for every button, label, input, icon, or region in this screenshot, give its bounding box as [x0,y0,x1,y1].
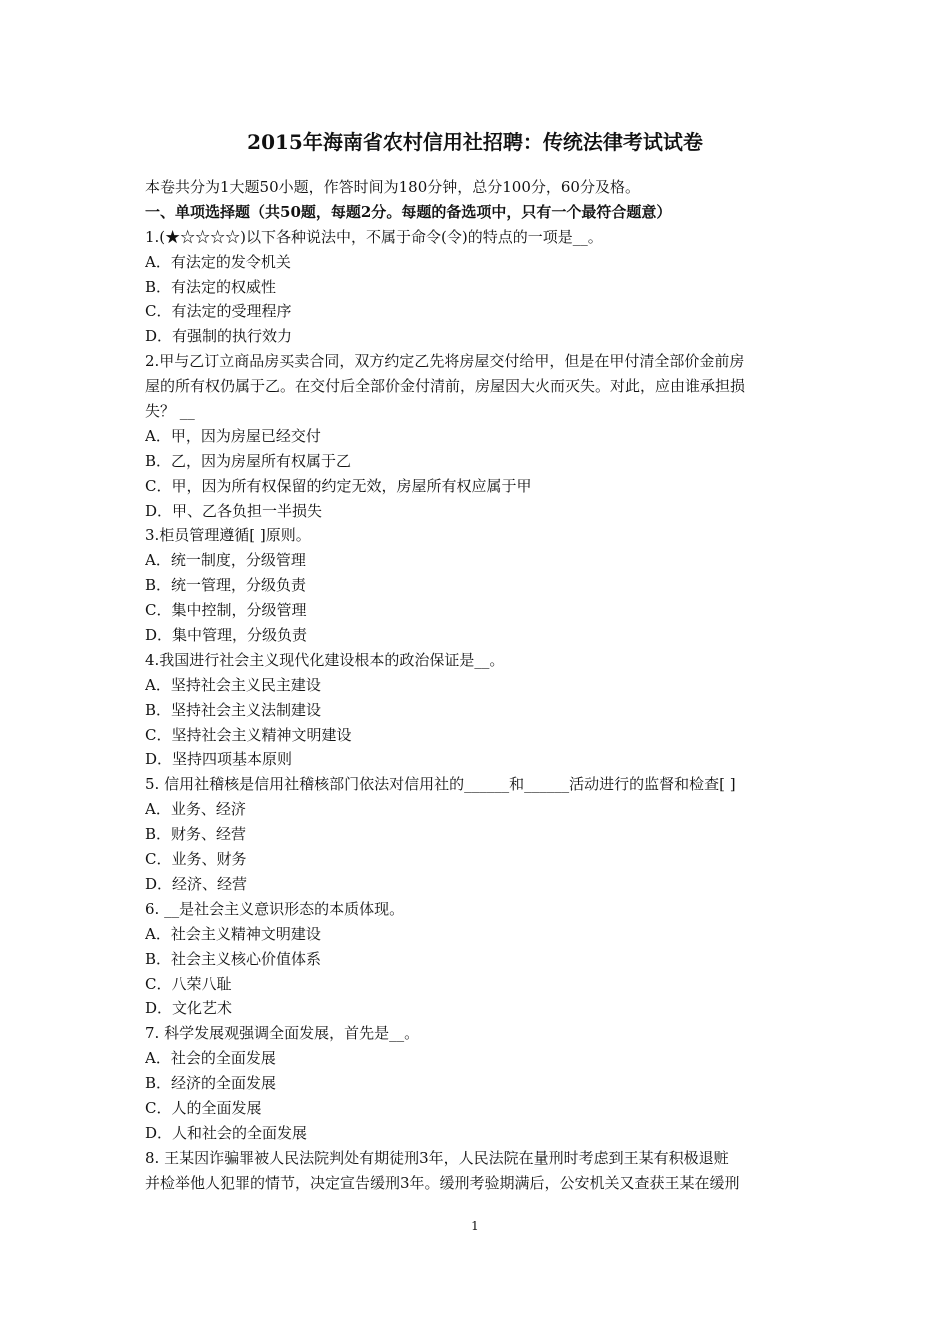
text-line: 6. __是社会主义意识形态的本质体现。 [145,899,405,918]
text-line: B．乙，因为房屋所有权属于乙 [145,451,352,470]
text-line: A．业务、经济 [145,800,246,819]
text-line: C．人的全面发展 [145,1098,262,1117]
text-line: C．有法定的受理程序 [145,302,292,321]
text-line: B．坚持社会主义法制建设 [145,700,322,719]
text-line: C．八荣八耻 [145,974,232,993]
document-body [145,175,813,1196]
document-title: 2015年海南省农村信用社招聘：传统法律考试试卷 [247,130,703,154]
text-line: D．人和社会的全面发展 [145,1123,308,1142]
text-line: D．有强制的执行效力 [145,327,293,346]
page-number: 1 [471,1219,479,1233]
text-line: D．甲、乙各负担一半损失 [145,501,323,520]
text-line: 3.柜员管理遵循[ ]原则。 [145,526,311,545]
text-line: A．社会主义精神文明建设 [145,924,321,943]
text-line: A．统一制度，分级管理 [145,551,306,570]
text-line: C．业务、财务 [145,850,247,869]
text-line: 失？ __ [145,402,195,421]
text-line: C．集中控制，分级管理 [145,601,307,620]
text-line: D．文化艺术 [145,999,233,1018]
text-line: A．社会的全面发展 [145,1049,276,1068]
text-line: B．社会主义核心价值体系 [145,949,322,968]
question-list [145,225,813,1196]
text-line: 屋的所有权仍属于乙。在交付后全部价金付清前，房屋因大火而灭失。对此，应由谁承担损 [145,377,746,396]
text-line: C．坚持社会主义精神文明建设 [145,725,352,744]
text-line: 1.(★☆☆☆☆)以下各种说法中，不属于命令(令)的特点的一项是__。 [145,227,603,246]
section-heading: 一、单项选择题（共50题，每题2分。每题的备选项中，只有一个最符合题意） [145,202,672,221]
text-line: A．甲，因为房屋已经交付 [145,426,321,445]
text-line: 7. 科学发展观强调全面发展，首先是__。 [145,1024,420,1043]
text-line: B．财务、经营 [145,825,247,844]
text-line: B．统一管理，分级负责 [145,576,307,595]
text-line: D．经济、经营 [145,874,248,893]
intro-text: 本卷共分为1大题50小题，作答时间为180分钟，总分100分，60分及格。 [145,178,640,196]
text-line: A．坚持社会主义民主建设 [145,675,321,694]
text-line: 2.甲与乙订立商品房买卖合同，双方约定乙先将房屋交付给甲，但是在甲付清全部价金前房 [145,352,745,371]
text-line: 8. 王某因诈骗罪被人民法院判处有期徒刑3年，人民法院在量刑时考虑到王某有积极退赃 [145,1148,729,1167]
text-line: A．有法定的发令机关 [145,252,291,271]
text-line: C．甲，因为所有权保留的约定无效，房屋所有权应属于甲 [145,476,532,495]
text-line: B．有法定的权威性 [145,277,277,296]
text-line: 并检举他人犯罪的情节，决定宣告缓刑3年。缓刑考验期满后，公安机关又查获王某在缓刑 [145,1173,740,1192]
text-line: D．集中管理，分级负责 [145,626,308,645]
text-line: 4.我国进行社会主义现代化建设根本的政治保证是__。 [145,650,505,669]
text-line: B．经济的全面发展 [145,1074,277,1093]
text-line: 5. 信用社稽核是信用社稽核部门依法对信用社的______和______活动进行的监督和检查[ ] [145,775,736,794]
text-line: D．坚持四项基本原则 [145,750,293,769]
